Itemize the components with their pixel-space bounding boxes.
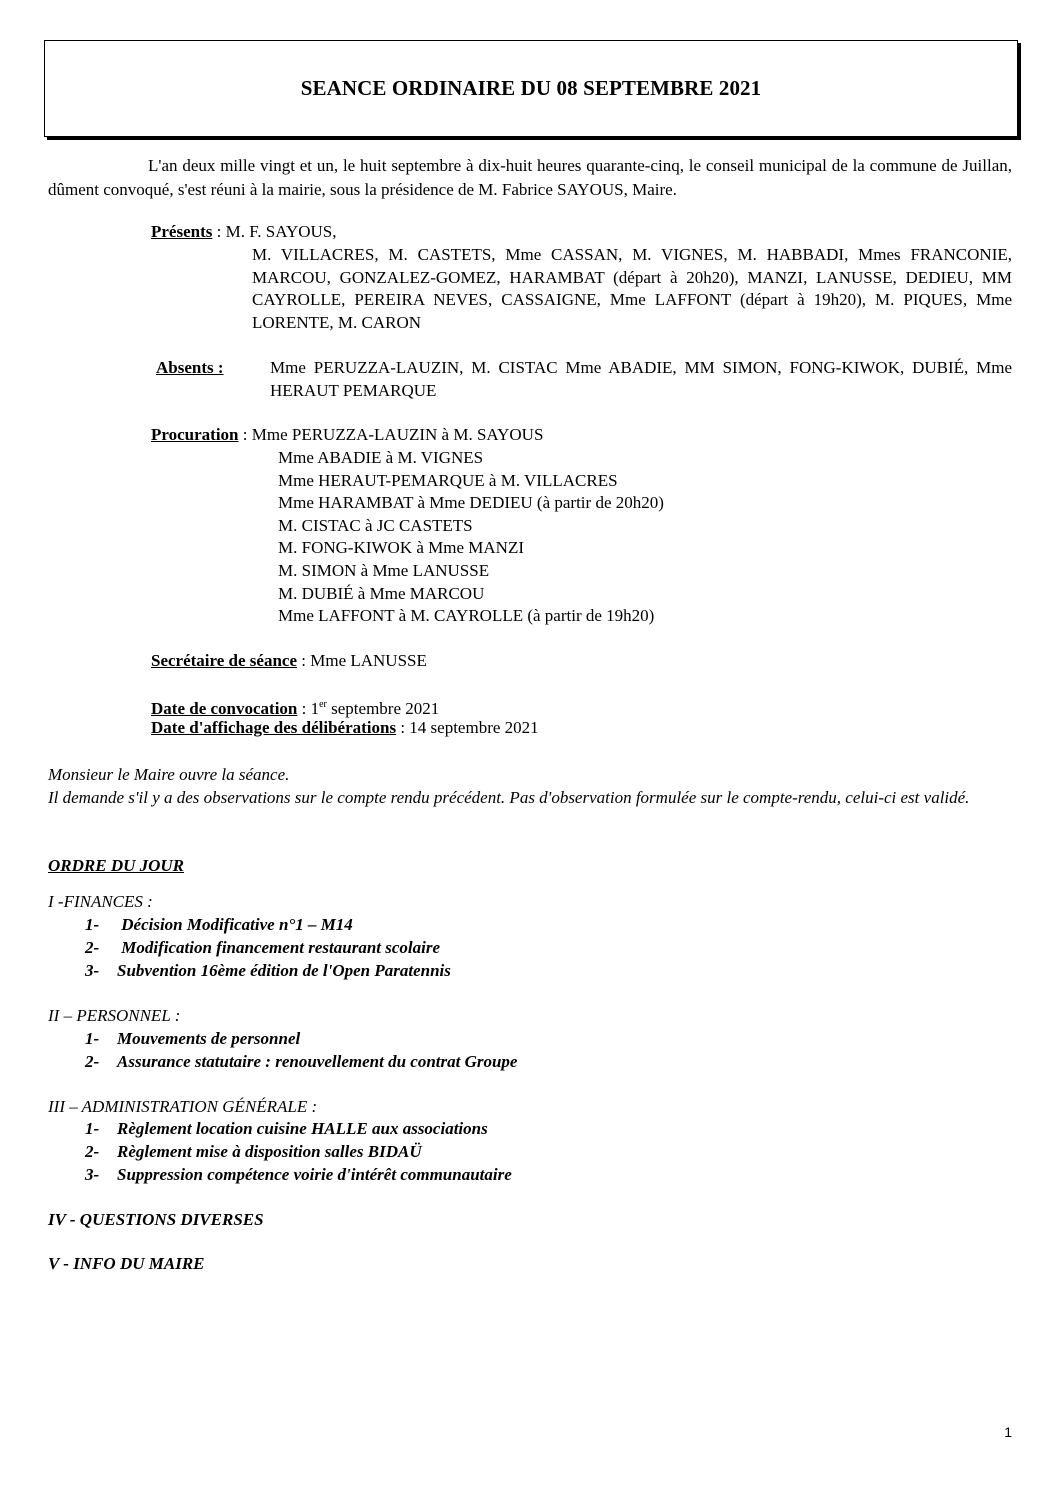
agenda-item-num: 1-: [85, 1029, 100, 1048]
convocation-prefix: : 1: [297, 699, 320, 718]
page-title: SEANCE ORDINAIRE DU 08 SEPTEMBRE 2021: [300, 76, 762, 100]
affichage-line: [151, 717, 539, 740]
agenda-item-num: 3-: [85, 961, 100, 980]
section-heading: III – ADMINISTRATION GÉNÉRALE :: [48, 1097, 318, 1116]
agenda-item-num: 3-: [85, 1165, 100, 1184]
agenda-item-num: 1-: [85, 1119, 100, 1138]
affichage-label: Date d'affichage des délibérations: [151, 718, 397, 737]
procuration-item: M. SIMON à Mme LANUSSE: [278, 560, 490, 580]
secretaire-value: : Mme LANUSSE: [297, 651, 427, 670]
procuration-label: Procuration: [151, 425, 239, 444]
presents-first: : M. F. SAYOUS,: [212, 222, 337, 241]
section-heading: II – PERSONNEL :: [48, 1006, 181, 1025]
absents-label: Absents :: [156, 358, 224, 377]
opening-line-2: Il demande s'il y a des observations sur le compte rendu précédent. Pas d'observation formulée sur le compte-rendu, celui-ci est validé.: [48, 788, 970, 807]
procuration-line: [151, 424, 543, 447]
agenda-item: [85, 937, 440, 960]
section-heading: IV - QUESTIONS DIVERSES: [48, 1210, 264, 1229]
agenda-item: [85, 960, 451, 983]
agenda-item-num: 1-: [85, 915, 100, 934]
procuration-item: Mme HERAUT-PEMARQUE à M. VILLACRES: [278, 470, 618, 490]
opening-line-1: Monsieur le Maire ouvre la séance.: [48, 765, 290, 784]
absents-list: Mme PERUZZA-LAUZIN, M. CISTAC Mme ABADIE, MM SIMON, FONG-KIWOK, DUBIÉ, Mme HERAUT PEMARQUE: [270, 358, 1012, 400]
agenda-item-text: Assurance statutaire : renouvellement du contrat Groupe: [117, 1052, 518, 1071]
agenda-item: [85, 1028, 300, 1051]
agenda-item: [85, 914, 353, 937]
affichage-value: : 14 septembre 2021: [396, 718, 539, 737]
procuration-item: Mme HARAMBAT à Mme DEDIEU (à partir de 20h20): [278, 493, 664, 513]
procuration-item: M. DUBIÉ à Mme MARCOU: [278, 583, 485, 603]
agenda-item-text: Mouvements de personnel: [117, 1029, 301, 1048]
agenda-item-text: Subvention 16ème édition de l'Open Paratennis: [117, 961, 451, 980]
convocation-sup: er: [319, 699, 327, 710]
agenda-item-text: Modification financement restaurant scolaire: [117, 938, 441, 957]
agenda-item: [85, 1141, 422, 1164]
presents-line: [151, 221, 337, 244]
section-heading: V - INFO DU MAIRE: [48, 1254, 205, 1273]
agenda-item-text: Règlement mise à disposition salles BIDAÜ: [117, 1142, 422, 1161]
convocation-label: Date de convocation: [151, 699, 298, 718]
procuration-first: : Mme PERUZZA-LAUZIN à M. SAYOUS: [238, 425, 544, 444]
agenda-item-text: Décision Modificative n°1 – M14: [117, 915, 353, 934]
procuration-list: [278, 447, 664, 628]
absents-label-wrap: [156, 357, 224, 380]
secretaire-label: Secrétaire de séance: [151, 651, 298, 670]
presents-list: M. VILLACRES, M. CASTETS, Mme CASSAN, M. VIGNES, M. HABBADI, Mmes FRANCONIE, MARCOU, GONZALEZ-GOMEZ, HARAMBAT (départ à 20h20), MANZI, LANUSSE, DEDIEU, MM CAYROLLE, PEREIRA NEVES, CASSAIGNE, Mme LAFFONT (départ à 19h20), M. PIQUES, Mme LORENTE, M. CARON: [252, 245, 1012, 332]
procuration-item: M. FONG-KIWOK à Mme MANZI: [278, 538, 524, 558]
title-box: [44, 40, 1018, 137]
presents-label: Présents: [151, 222, 213, 241]
agenda-title: ORDRE DU JOUR: [48, 856, 185, 875]
agenda-item-text: Règlement location cuisine HALLE aux associations: [117, 1119, 488, 1138]
agenda-item-num: 2-: [85, 1052, 100, 1071]
agenda-item-text: Suppression compétence voirie d'intérêt communautaire: [117, 1165, 512, 1184]
agenda-item: [85, 1118, 488, 1141]
page-number: 1: [1004, 1424, 1012, 1440]
intro-paragraph: L'an deux mille vingt et un, le huit septembre à dix-huit heures quarante-cinq, le conseil municipal de la commune de Juillan, dûment convoqué, s'est réuni à la mairie, sous la présidence de M. Fabrice SAYOUS, Maire.: [48, 156, 1012, 199]
procuration-item: Mme ABADIE à M. VIGNES: [278, 448, 484, 467]
section-heading: I -FINANCES :: [48, 892, 153, 911]
agenda-item-num: 2-: [85, 1142, 100, 1161]
agenda-item: [85, 1051, 517, 1074]
agenda-item-num: 2-: [85, 938, 100, 957]
convocation-suffix: septembre 2021: [326, 699, 440, 718]
procuration-item: Mme LAFFONT à M. CAYROLLE (à partir de 19h20): [278, 606, 655, 626]
procuration-item: M. CISTAC à JC CASTETS: [278, 515, 473, 535]
agenda-item: [85, 1164, 512, 1187]
secretaire-line: [151, 650, 427, 673]
